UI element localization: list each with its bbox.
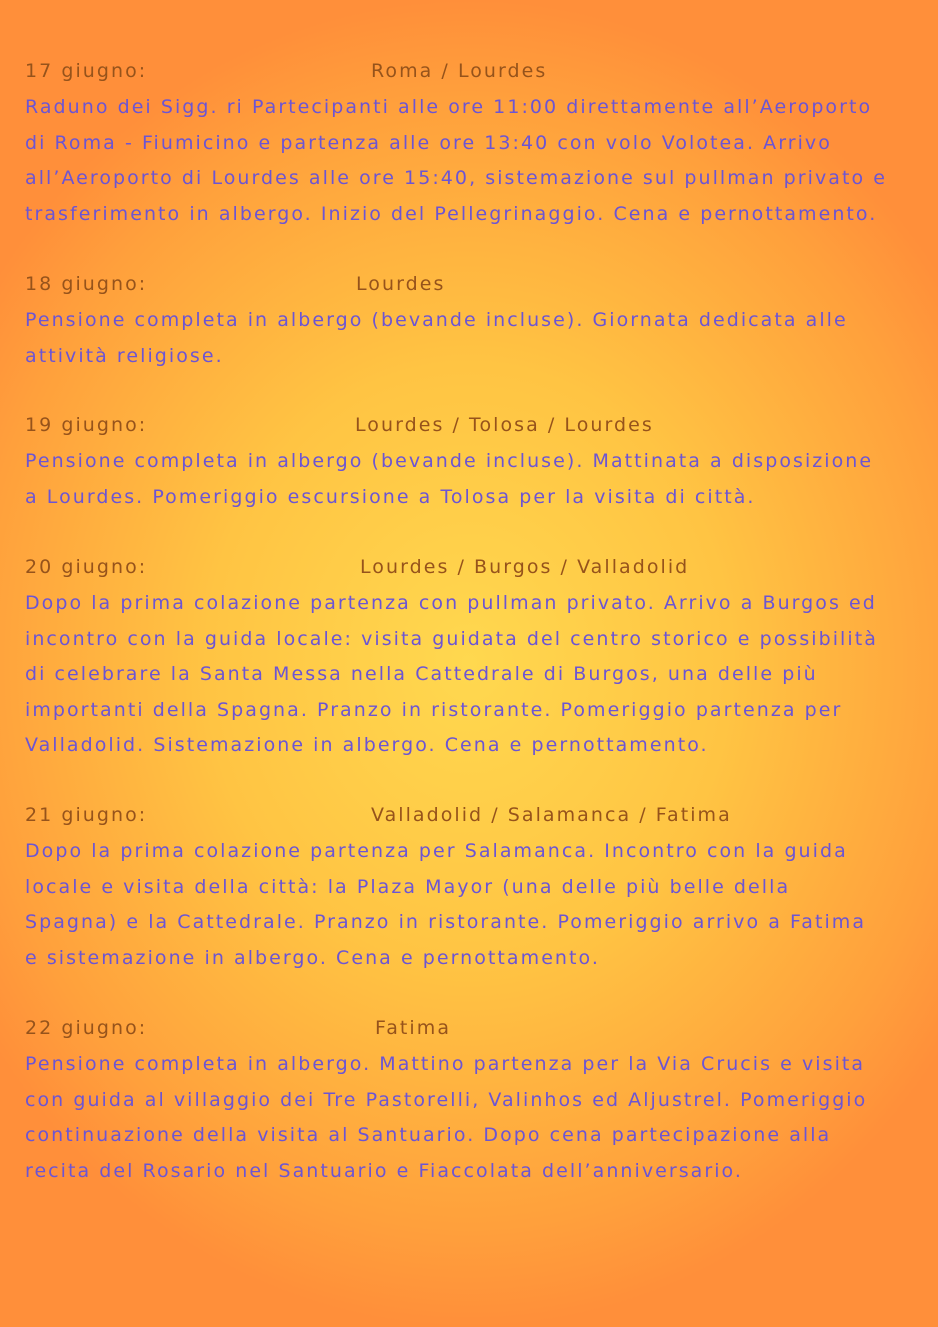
day-route: Lourdes / Tolosa / Lourdes bbox=[355, 414, 654, 436]
description-line: importanti della Spagna. Pranzo in ristorante. Pomeriggio partenza per bbox=[25, 698, 843, 721]
day-header bbox=[25, 1011, 935, 1047]
day-date: 19 giugno: bbox=[25, 414, 148, 436]
day-header bbox=[25, 267, 935, 303]
itinerary-day-18 bbox=[25, 267, 935, 374]
itinerary-day-20 bbox=[25, 550, 935, 764]
day-route: Valladolid / Salamanca / Fatima bbox=[371, 804, 732, 826]
itinerary-day-19 bbox=[25, 408, 935, 515]
description-line: di celebrare la Santa Messa nella Cattedrale di Burgos, una delle più bbox=[25, 663, 818, 685]
description-line: Pensione completa in albergo (bevande incluse). Giornata dedicata alle bbox=[25, 309, 848, 331]
day-description bbox=[25, 1047, 935, 1189]
itinerary-day-21 bbox=[25, 798, 935, 976]
description-line: all’Aeroporto di Lourdes alle ore 15:40, sistemazione sul pullman privato e bbox=[25, 167, 887, 189]
day-route: Fatima bbox=[375, 1017, 452, 1039]
description-line: trasferimento in albergo. Inizio del Pellegrinaggio. Cena e pernottamento. bbox=[25, 202, 878, 225]
day-description bbox=[25, 303, 935, 374]
day-date: 20 giugno: bbox=[25, 556, 148, 578]
day-header bbox=[25, 798, 935, 834]
description-line: attività religiose. bbox=[25, 344, 224, 367]
description-line: Pensione completa in albergo (bevande incluse). Mattinata a disposizione bbox=[25, 450, 874, 472]
day-description bbox=[25, 90, 935, 232]
description-line: incontro con la guida locale: visita guidata del centro storico e possibilità bbox=[25, 627, 878, 650]
description-line: a Lourdes. Pomeriggio escursione a Tolosa per la visita di città. bbox=[25, 485, 756, 508]
day-date: 22 giugno: bbox=[25, 1017, 148, 1039]
description-line: Dopo la prima colazione partenza con pullman privato. Arrivo a Burgos ed bbox=[25, 592, 877, 614]
description-line: Valladolid. Sistemazione in albergo. Cena e pernottamento. bbox=[25, 734, 709, 756]
description-line: e sistemazione in albergo. Cena e pernottamento. bbox=[25, 946, 600, 969]
description-line: recita del Rosario nel Santuario e Fiaccolata dell’anniversario. bbox=[25, 1159, 743, 1182]
description-line: Spagna) e la Cattedrale. Pranzo in ristorante. Pomeriggio arrivo a Fatima bbox=[25, 911, 867, 933]
day-date: 18 giugno: bbox=[25, 273, 148, 295]
day-description bbox=[25, 834, 935, 976]
day-date: 17 giugno: bbox=[25, 60, 148, 82]
day-route: Roma / Lourdes bbox=[371, 60, 548, 82]
description-line: Raduno dei Sigg. ri Partecipanti alle ore 11:00 direttamente all’Aeroporto bbox=[25, 96, 873, 118]
description-line: Pensione completa in albergo. Mattino partenza per la Via Crucis e visita bbox=[25, 1053, 866, 1075]
itinerary-day-17 bbox=[25, 54, 935, 232]
day-header bbox=[25, 54, 935, 90]
day-description bbox=[25, 444, 935, 515]
day-header bbox=[25, 408, 935, 444]
description-line: locale e visita della città: la Plaza Mayor (una delle più belle della bbox=[25, 875, 791, 898]
day-route: Lourdes bbox=[356, 273, 446, 295]
description-line: di Roma - Fiumicino e partenza alle ore 13:40 con volo Volotea. Arrivo bbox=[25, 131, 832, 154]
itinerary-day-22 bbox=[25, 1011, 935, 1189]
day-date: 21 giugno: bbox=[25, 804, 148, 826]
day-route: Lourdes / Burgos / Valladolid bbox=[360, 556, 690, 578]
description-line: Dopo la prima colazione partenza per Salamanca. Incontro con la guida bbox=[25, 840, 848, 862]
description-line: continuazione della visita al Santuario. Dopo cena partecipazione alla bbox=[25, 1124, 832, 1146]
day-description bbox=[25, 586, 935, 764]
day-header bbox=[25, 550, 935, 586]
description-line: con guida al villaggio dei Tre Pastorelli, Valinhos ed Aljustrel. Pomeriggio bbox=[25, 1088, 868, 1111]
